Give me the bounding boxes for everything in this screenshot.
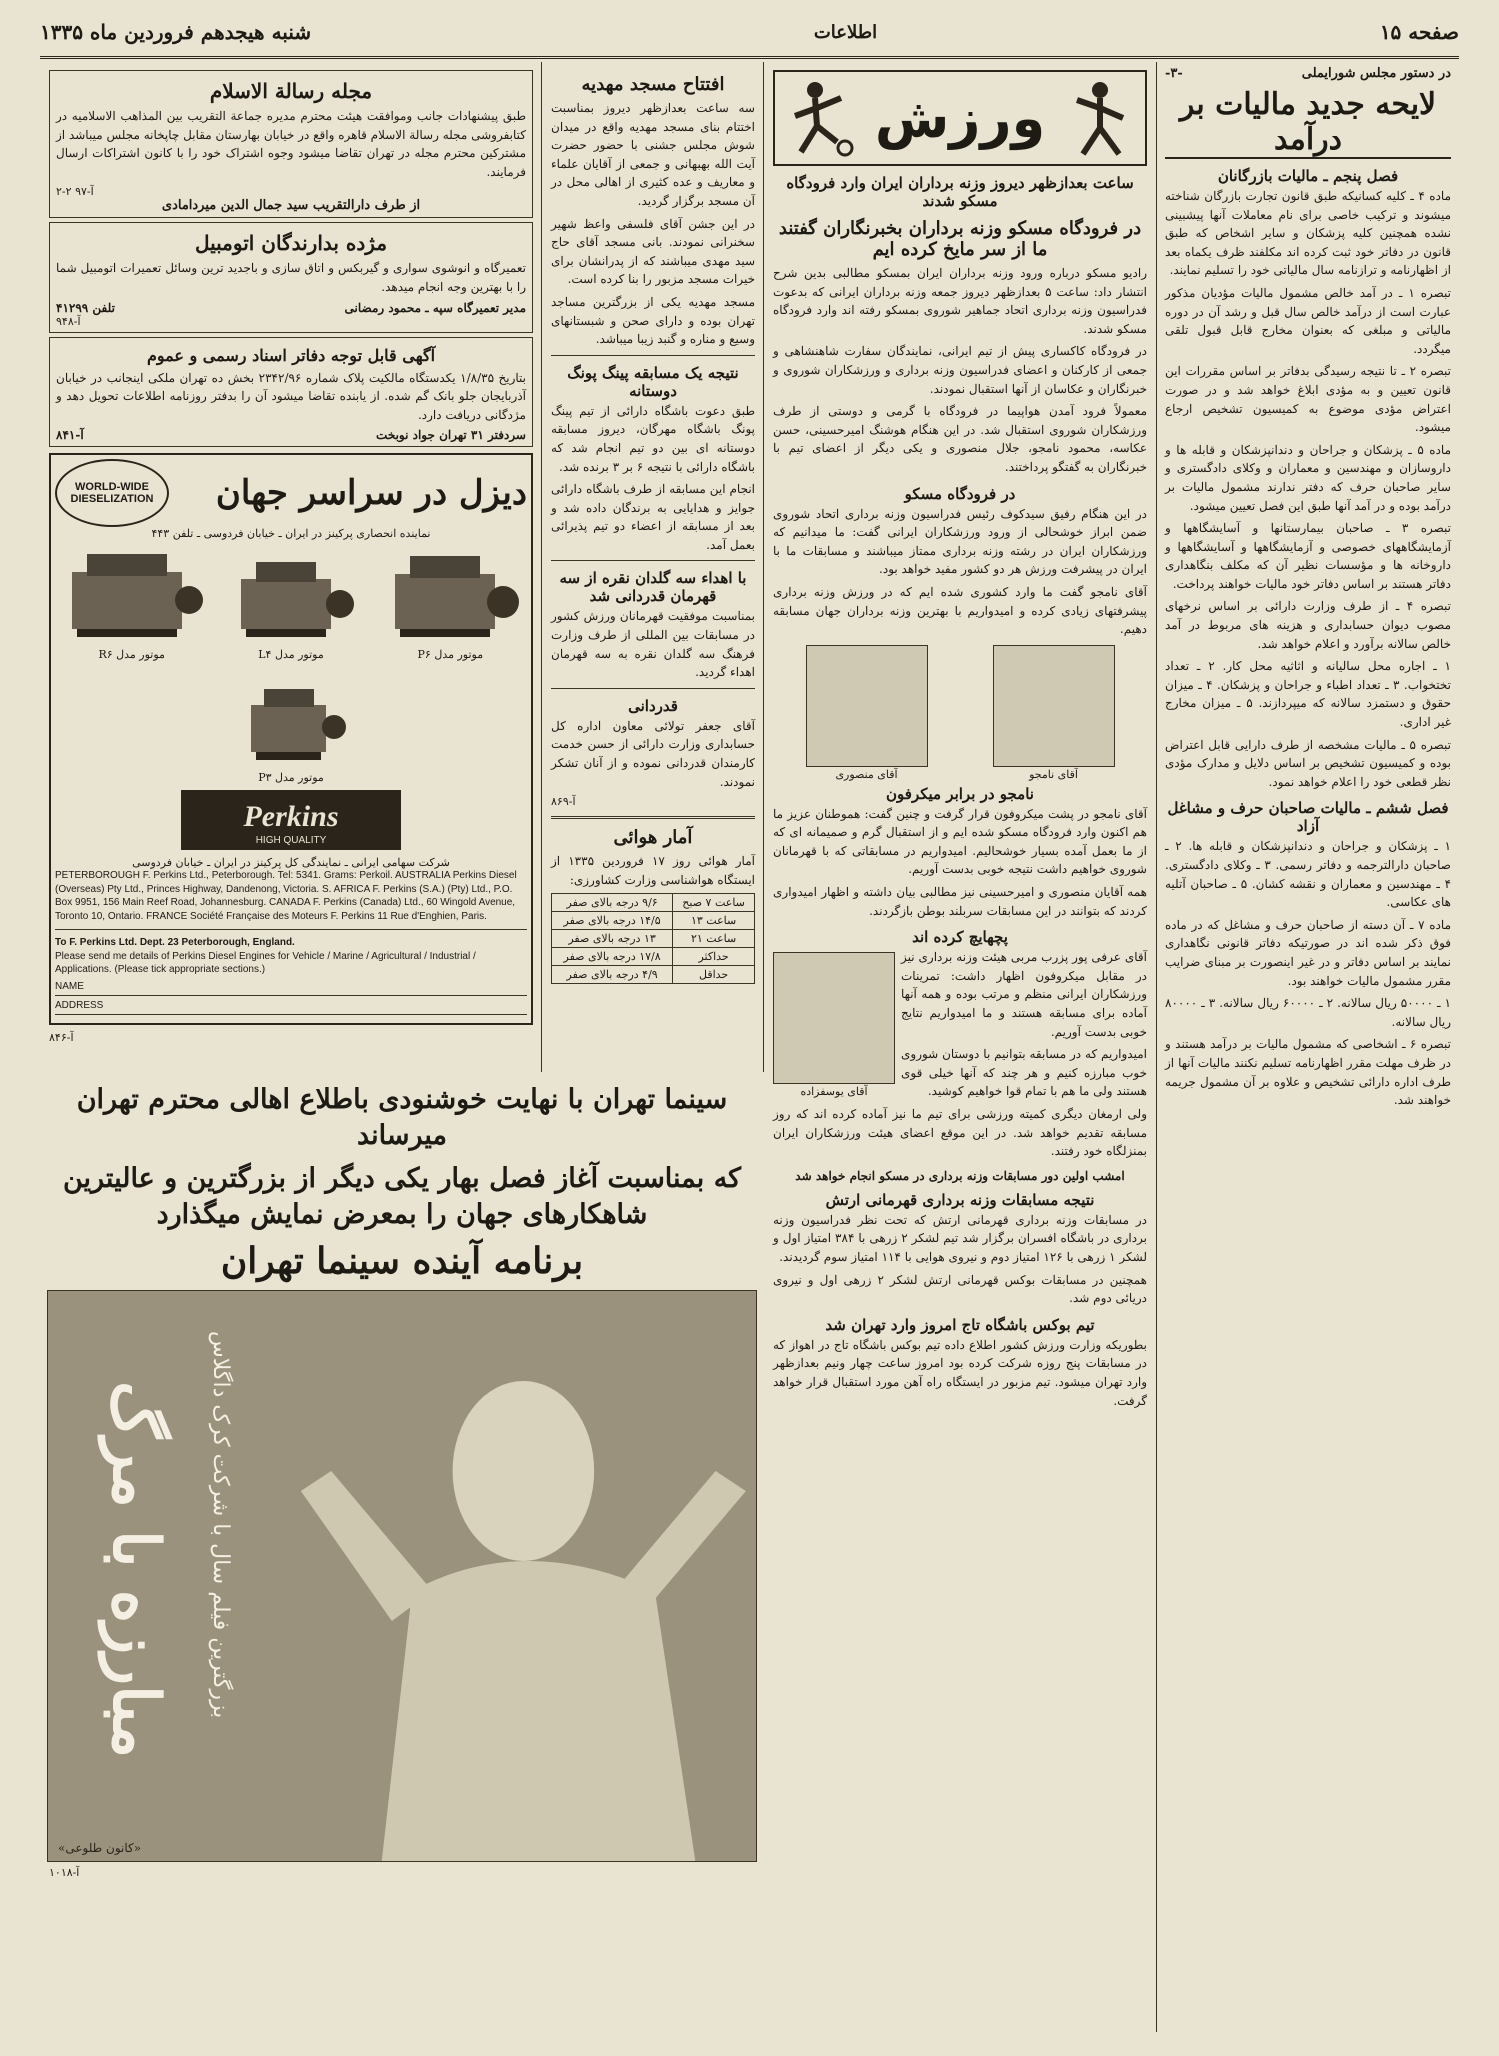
ad-code: آ-۹۷ ۲-۲ [56, 185, 94, 199]
perkins-subline: نماینده انحصاری پرکینز در ایران ـ خیابان فردوسی ـ تلفن ۴۴۳ [151, 527, 431, 541]
table-row [552, 948, 755, 966]
portrait-photo [773, 952, 895, 1099]
article-paragraph: مسجد مهدیه یکی از بزرگترین مساجد تهران بوده و دارای صحن و شبستانهای وسیع و مناره و گنبد زیبا میباشد. [551, 294, 755, 347]
notice-signature: سردفتر ۳۱ تهران جواد نوبخت [376, 428, 526, 443]
weather-time: ساعت ۷ صبح [673, 894, 755, 912]
sub-heading: نامجو در برابر میکرفون [886, 784, 1034, 803]
coupon-text: Please send me details of Perkins Diesel Engines for Vehicle / Marine / Agricultural / Industrial / Applications. (Please tick appropriate sections.) [55, 950, 476, 976]
sub-heading: پچهایچ کرده اند [912, 928, 1008, 947]
table-row [552, 912, 755, 930]
dieselization-badge: WORLD-WIDE DIESELIZATION [55, 459, 169, 527]
sports-note: امشب اولین دور مسابقات وزنه برداری در مسکو انجام خواهد شد [795, 1168, 1125, 1183]
article-paragraph: آقای جعفر تولائی معاون اداره کل حسابداری وزارت دارائی از حسن خدمت کارمندان قدردانی نموده و از آنان تشکر نمودند. [551, 718, 755, 789]
perkins-logo-text: Perkins [243, 800, 339, 834]
perkins-logo [181, 790, 401, 850]
article-paragraph: تبصره ۵ ـ مالیات مشخصه از طرف دارایی قابل اعتراض بوده و کمیسیون تشخیص بر اساس دلایل و مدارک مؤدی نظر قطعی خود را اعلام خواهد نمود. [1165, 737, 1451, 789]
ad-code: آ-۱۰۱۸ [49, 1866, 80, 1879]
photo-caption: آقای یوسفزاده [796, 1084, 871, 1099]
portrait-photo [806, 645, 928, 781]
sports-title: ورزش [874, 86, 1046, 150]
section-kicker: در دستور مجلس شورایملی [1301, 66, 1451, 81]
article-paragraph: تبصره ۴ ـ از طرف وزارت دارائی بر اساس نرخهای مصوب دیوان حسابداری و هزینه های مربوط در آمد خالص سالانه برآورد و اعلام خواهد شد. [1165, 599, 1451, 651]
notice-signature: از طرف دارالتقریب سید جمال الدین میردامادی [161, 198, 421, 214]
news-headline: افتتاح مسجد مهدیه [581, 74, 725, 95]
part-number: -۳- [1165, 66, 1183, 81]
engine-label: موتور مدل P۳ [258, 771, 324, 785]
weather-value: ۱۴/۵ درجه بالای صفر [552, 912, 673, 930]
car-repair-ad [49, 222, 533, 332]
engine-item [57, 544, 207, 661]
article-paragraph: آقای نامجو گفت ما وارد کشوری شده ایم که در ورزش وزنه برداری پیشرفتهای زیادی کرده و امیدواریم با بهترین وزنه برداران جهان مسابقه دهیم. [773, 584, 1147, 637]
photo-caption: آقای منصوری [831, 767, 901, 782]
cinema-program-title: برنامه آینده سینما تهران [220, 1239, 584, 1282]
footballer-figure-icon [785, 78, 855, 158]
tax-bill-headline: لایحه جدید مالیات بر درآمد [1165, 87, 1451, 159]
page-number: صفحه ۱۵ [1379, 20, 1459, 44]
weather-intro: آمار هوائی روز ۱۷ فروردین ۱۳۳۵ از ایستگاه هواشناسی وزارت کشاورزی: [551, 854, 755, 887]
sports-headline: در فرودگاه مسکو وزنه برداران بخبرنگاران گفتند ما از سر مایخ کرده ایم [778, 218, 1142, 260]
chapter-heading: فصل پنجم ـ مالیات بازرگانان [1217, 167, 1399, 185]
poster-credit: بزرگترین فیلم سال با شرکت کرک داگلاس [208, 1330, 233, 1719]
article-paragraph: در فرودگاه کاکساری پیش از تیم ایرانی، نمایندگان سفارت شاهنشاهی و جمعی از کارکنان و اعضای فدراسیون وزنه برداری و ورزشکاران شوروی و خبرنگاران و عکاسان از آنها استقبال نمودند. [773, 344, 1147, 396]
ad-code: آ-۹۴۸ [56, 314, 81, 328]
table-row [552, 894, 755, 912]
wrestler-figure-icon [1065, 78, 1135, 158]
column-rule [763, 62, 764, 1072]
perkins-note: شرکت سهامی ایرانی ـ نمایندگی کل پرکینز در ایران ـ خیابان فردوسی [132, 856, 450, 870]
article-paragraph: در مسابقات وزنه برداری قهرمانی ارتش که تحت نظر فدراسیون وزنه برداری در باشگاه افسران برگزار شد تیم لشکر ۲ زرهی با ۳۸۴ امتیاز اول و لشکر ۱ زرهی با ۱۲۶ امتیاز دوم و نیروی هوایی با ۱۱۴ امتیاز سوم گردیدند. [773, 1212, 1148, 1264]
lead-kicker: ساعت بعدازظهر دیروز وزنه برداران ایران وارد فرودگاه مسکو شدند [786, 174, 1134, 210]
ad-code: آ-۸۴۱ [56, 428, 84, 443]
cinema-announcement: سینما تهران با نهایت خوشنودی باطلاع اهالی محترم تهران میرساند [76, 1084, 728, 1152]
magazine-notice [49, 70, 533, 218]
diesel-engine-icon [216, 544, 366, 644]
notice-title: آگهی قابل توجه دفاتر اسناد رسمی و عموم [146, 345, 436, 365]
engine-gallery [55, 544, 527, 784]
article-paragraph: ماده ۵ ـ پزشکان و جراحان و دندانپزشکان و قابله ها و داروسازان و مهندسین و معماران و وکلای دادگستری و سایر صاحبان حرف که دفتر ندارند مشمول مالیات بر درآمد بوده و در آمد آنها طبق این فصل تعیین میشود. [1165, 442, 1452, 513]
article-paragraph: تبصره ۶ ـ اشخاصی که مشمول مالیات بر درآمد هستند و در ظرف مهلت مقرر اظهارنامه تسلیم نکنند مالیات آنها از طرف اداره دارائی تشخیص و علاوه بر آن مشمول جریمه خواهند شد. [1165, 1037, 1451, 1108]
article-paragraph: انجام این مسابقه از طرف باشگاه دارائی جوایز و هدایایی به برندگان داده شد و بعد از مسابقه از اعضاء دو تیم پذیرائی بعمل آمد. [551, 482, 755, 552]
perkins-addresses: PETERBOROUGH F. Perkins Ltd., Peterborough. Tel: 5341. Grams: Perkoil. AUSTRALIA Perkins Diesel (Overseas) Pty Ltd., Princes Highway, Dandenong, Victoria. S. AFRICA F. Perkins (S.A.) (Pty) Ltd., P.O. Box 9951, 156 Main Reef Road, Johannesburg. CANADA F. Perkins (Canada) Ltd., 60 Wingold Avenue, Toronto 10, Ontario. FRANCE Société Française des Moteurs F. Perkins 11 Rue d'Enghien, Paris. [55, 870, 517, 922]
article-paragraph: تبصره ۳ ـ صاحبان بیمارستانها و آسایشگاهها و آزمایشگاههای خصوصی و آزمایشگاهها و آسایشگاهها و داروخانه ها و مؤسسات نظیر آن که مکلف بنگاهداری دفاتر هستند بر اساس دفاتر خود مالیات خواهند پرداخت. [1165, 521, 1451, 591]
article-paragraph: همه آقایان منصوری و امیرحسینی نیز مطالبی بیان داشته و اظهار امیدواری کردند که بتوانند در این مسابقات سربلند بوطن بازگردند. [773, 885, 1147, 918]
article-paragraph: بمناسبت موفقیت قهرمانان ورزش کشور در مسابقات بین المللی از طرف وزارت فرهنگ سه گلدان نقره به سه قهرمان اهداء گردید. [551, 609, 755, 680]
perkins-tagline: HIGH QUALITY [255, 835, 327, 847]
masthead [40, 8, 1459, 59]
engine-item [216, 667, 366, 784]
engine-label: موتور مدل R۶ [98, 648, 165, 662]
chapter-heading: فصل ششم ـ مالیات صاحبان حرف و مشاغل آزاد [1167, 799, 1449, 836]
photo-caption: آقای نامجو [1025, 767, 1082, 782]
article-paragraph: در این هنگام رفیق سیدکوف رئیس فدراسیون وزنه برداری اتحاد شوروی ضمن ابراز خوشحالی از ورود ورزشکاران ایرانی گفت: ما میدانیم که ورزشکاران ایران در رشته وزنه برداری ممتاز میباشند و مسابقات ما با ایران در پیشرفت ورزش هر دو کشور مفید خواهد بود. [773, 506, 1147, 577]
weather-table [551, 893, 755, 984]
ad-signature: مدیر تعمیرگاه سپه ـ محمود رمضانی [344, 300, 526, 315]
weather-time: ساعت ۲۱ [673, 930, 755, 948]
diesel-engine-icon [57, 544, 207, 644]
article-paragraph: آقای عرفی پور پزرب مربی هیئت وزنه برداری نیز در مقابل میکروفون اظهار داشت: تمرینات ورزشکاران ایرانی منظم و مرتب بوده و همه آنها آماده برای مسابقه هستند و ما امیدواریم نتایج خوبی بدست آوریم. [901, 950, 1147, 1039]
article-paragraph: رادیو مسکو درباره ورود وزنه برداران ایران بمسکو مطالبی بدین شرح انتشار داد: ساعت ۵ بعدازظهر دیروز جمعه وزنه برداران ایرانی که بدعوت فدراسیون وزنه برداری اتحاد جماهیر شوروی بمسکو رفته اند وارد فرودگاه مسکو شدند. [773, 266, 1147, 336]
public-notice [49, 337, 533, 448]
weather-time: حداقل [673, 966, 755, 984]
sports-column [765, 62, 1155, 2032]
ads-column [41, 62, 541, 1072]
news-headline: نتیجه یک مسابقه پینگ پونگ دوستانه [567, 363, 739, 400]
article-paragraph: ولی ارمغان دیگری کمیته ورزشی برای تیم ما نیز آماده کرده اند که روز مسابقه تقدیم خواهد شد. در این موقع اعضای هیئت ورزشکاران ایران بمنزلگاه خود رفتند. [773, 1107, 1147, 1159]
coupon-title: To F. Perkins Ltd. Dept. 23 Peterborough, England. [55, 937, 295, 949]
ad-title: مژده بدارندگان اتومبیل [194, 231, 388, 256]
cinema-announcement: که بمناسبت آغاز فصل بهار یکی دیگر از بزرگترین و عالیترین شاهکارهای جهان را بمعرض نمایش میگذارد [62, 1162, 742, 1231]
divider [551, 560, 755, 561]
article-paragraph: تبصره ۱ ـ در آمد خالص مشمول مالیات مؤدیان مذکور عبارت است از درآمد خالص سال قبل و رشد آن در دوره مالیاتی و مبلغی که بعنوان مخارج قابل قبول تلقی میگردد. [1165, 285, 1451, 356]
divider [551, 816, 755, 819]
issue-date: شنبه هیجدهم فروردین ماه ۱۳۳۵ [40, 20, 312, 44]
film-poster [47, 1290, 757, 1862]
weather-headline: آمار هوائی [613, 827, 693, 849]
article-paragraph: امیدواریم که در مسابقه بتوانیم با دوستان شوروی خوب مبارزه کنیم و هر چند که آنها خیلی قوی هستند ولی ما هم با تمام قوا خواهیم کوشید. [901, 1047, 1147, 1099]
diesel-engine-icon [216, 667, 366, 767]
coupon-address-field[interactable]: ADDRESS [55, 1000, 527, 1015]
poster-agency: «کانون طلوعی» [58, 1840, 142, 1855]
portrait-photo [993, 645, 1115, 781]
weather-time: ساعت ۱۳ [673, 912, 755, 930]
weather-value: ۱۷/۸ درجه بالای صفر [552, 948, 673, 966]
divider [551, 688, 755, 689]
news-column [543, 62, 763, 1072]
sub-heading: در فرودگاه مسکو [904, 484, 1016, 503]
article-paragraph: آقای نامجو در پشت میکروفون قرار گرفت و چنین گفت: هموطنان عزیز ما هم اکنون وارد فرودگاه مسکو شده ایم و از استقبال گرم و صمیمانه ای که از ما بعمل آمده بسیار خوشحالیم. امیدواریم در مسابقاتی که با قهرمانان شوروی خواهیم داشت نتیجه خوبی بدست آوریم. [773, 806, 1147, 877]
article-paragraph: ۱ ـ ۵۰۰۰۰ ریال سالانه. ۲ ـ ۶۰۰۰۰ ریال سالانه. ۳ ـ ۸۰۰۰۰ ریال سالانه. [1165, 996, 1451, 1029]
weather-value: ۴/۹ درجه بالای صفر [552, 966, 673, 984]
perkins-ad [49, 453, 533, 1025]
article-paragraph: در این جشن آقای فلسفی واعظ شهیر سخنرانی نمودند. بانی مسجد آقای حاج سید مهدی میباشند که از پدرانشان برای خیرات مسجد مزبور را بنا کرده است. [551, 216, 755, 287]
engine-item [216, 544, 366, 661]
sub-heading: نتیجه مسابقات وزنه برداری قهرمانی ارتش [825, 1190, 1095, 1209]
ad-phone: تلفن ۴۱۲۹۹ [56, 300, 115, 315]
weather-value: ۹/۶ درجه بالای صفر [552, 894, 673, 912]
ad-code: آ-۸۴۶ [49, 1030, 74, 1044]
table-row [552, 966, 755, 984]
notice-title: مجله رسالة الاسلام [209, 79, 373, 103]
ad-text: تعمیرگاه و انوشوی سواری و گیربکس و اتاق سازی و باجدید ترین وسائل تعمیرات اتومبیل شما را با بهترین وجه انجام میدهد. [56, 261, 526, 294]
engine-label: موتور مدل L۴ [258, 648, 324, 662]
article-paragraph: همچنین در مسابقات بوکس قهرمانی ارتش لشکر ۲ زرهی اول و نیروی دریائی دوم شد. [773, 1272, 1147, 1306]
sub-heading: تیم بوکس باشگاه تاج امروز وارد تهران شد [825, 1315, 1095, 1334]
article-paragraph: معمولاً فرود آمدن هواپیما در فرودگاه با گرمی و دوستی از طرف ورزشکاران شوروی استقبال شد. در این هنگام هوشنگ امیرحسینی، حسن عکاسه، محمود نامجو، جلال منصوری و یکی دیگر از اعضای تیم با خبرنگاران به گفتگو پرداختند. [773, 404, 1147, 474]
notice-text: طبق پیشنهادات جانب وموافقت هیئت محترم مدیره جماعة التقریب بین المذاهب الاسلامیه در کتابفروشی مجله رسالة الاسلام قاهره واقع در خیابان بهارستان مقابل چاپخانه مجلس میباشد از مشترکین محترم مجله در تهران تقاضا میشود وجوه اشتراک خود را با کانون اشتراکات ارسال فرمایند. [56, 109, 526, 179]
article-paragraph: تبصره ۲ ـ تا نتیجه رسیدگی بدفاتر بر اساس مقررات این قانون تعیین و به مؤدی ابلاغ خواهد شد و در صورت اعتراض مؤدی موضوع به کمیسیون تشخیص ارجاع میشود. [1165, 364, 1452, 435]
article-paragraph: طبق دعوت باشگاه دارائی از تیم پینگ پونگ باشگاه مهرگان، دیروز مسابقه دوستانه ای بین دو تیم انجام شد که باشگاه دارائی با نتیجه ۶ بر ۳ برنده شد. [551, 403, 755, 474]
diesel-engine-icon [375, 544, 525, 644]
poster-film-title: مبارزه با مرگ [98, 1380, 173, 1758]
article-paragraph: ۱ ـ اجاره محل سالیانه و اثاثیه محل کار. ۲ ـ تعداد تختخواب. ۳ ـ تعداد اطباء و جراحان و پزشکان. ۴ ـ میزان حقوق و دستمزد سالانه که میپردازند. ۵ ـ میزان مخارج غیر اداری. [1165, 659, 1451, 730]
engine-item [375, 544, 525, 661]
divider [55, 929, 527, 930]
portrait-row [773, 645, 1147, 781]
notice-text: بتاریخ ۱/۸/۳۵ یکدستگاه مالکیت پلاک شماره ۲۳۴۲/۹۶ بخش ده تهران ملکی اینجانب در خیابان آذربایجان جلو بانک گم شده. از یابنده تقاضا میشود آن را بدفتر روزنامه اطلاعات تحویل دهد و مژدگانی دریافت دارد. [56, 370, 527, 422]
table-row [552, 930, 755, 948]
article-paragraph: ماده ۷ ـ آن دسته از صاحبان حرف و مشاغل که در ماده فوق ذکر شده اند در صورتیکه دفاتر قانونی نگاهداری نمایند بر اساس دفاتر و در غیر اینصورت بر مبنای ضرایب مقرر مشمول مالیات خواهند بود. [1165, 917, 1452, 988]
news-headline: با اهداء سه گلدان نقره از سه قهرمان قدردانی شد [559, 569, 747, 606]
coupon-name-field[interactable]: NAME [55, 981, 527, 996]
paper-name: اطلاعات [813, 21, 878, 43]
weather-value: ۱۳ درجه بالای صفر [552, 930, 673, 948]
article-paragraph: بطوریکه وزارت ورزش کشور اطلاع داده تیم بوکس باشگاه تاج در اهواز که در مسابقات پنج روزه شرکت کرده بود امروز ساعت چهار ونیم بعدازظهر وارد تهران میشود. تیم مزبور در ایستگاه راه آهن مورد استقبال قرار خواهد گرفت. [773, 1337, 1147, 1408]
weather-time: حداکثر [673, 948, 755, 966]
column-rule [541, 62, 542, 1072]
tax-bill-column [1157, 62, 1459, 2032]
article-paragraph: ۱ ـ پزشکان و جراحان و دندانپزشکان و قابله ها. ۲ ـ صاحبان دارالترجمه و دفاتر رسمی. ۳ ـ وکلای دادگستری. ۴ ـ مهندسین و معماران و نقشه کشان. ۵ ـ صاحبان آتلیه های عکاسی. [1165, 839, 1452, 910]
engine-label: موتور مدل P۶ [417, 648, 484, 662]
cinema-ad [41, 1076, 763, 2032]
perkins-headline: دیزل در سراسر جهان [215, 473, 527, 514]
news-headline: قدردانی [628, 696, 678, 715]
divider [551, 355, 755, 356]
sports-banner [773, 70, 1147, 166]
ad-code: آ-۸۶۹ [551, 795, 576, 809]
article-paragraph: سه ساعت بعدازظهر دیروز بمناسبت اختتام بنای مسجد مهدیه واقع در میدان شوش مجلس جشنی با حضور حضرت آیت الله بهبهانی و جمعی از آقایان علماء و معاریف و عده کثیری از اهالی محل در آن مسجد برگزار گردید. [551, 101, 755, 208]
article-paragraph: ماده ۴ ـ کلیه کسانیکه طبق قانون تجارت بازرگان شناخته میشوند و ترکیب خاصی برای نام معاملات آنها پیشبینی نشده همچنین کلیه پزشکان و سایر اشخاص که طبق قانون در دفاتر خود ثبت کرده اند مکلفند ظرف یکماه بعد از اظهارنامه و ترازنامه سال مالیاتی خود را تسلیم نمایند. [1165, 189, 1452, 278]
